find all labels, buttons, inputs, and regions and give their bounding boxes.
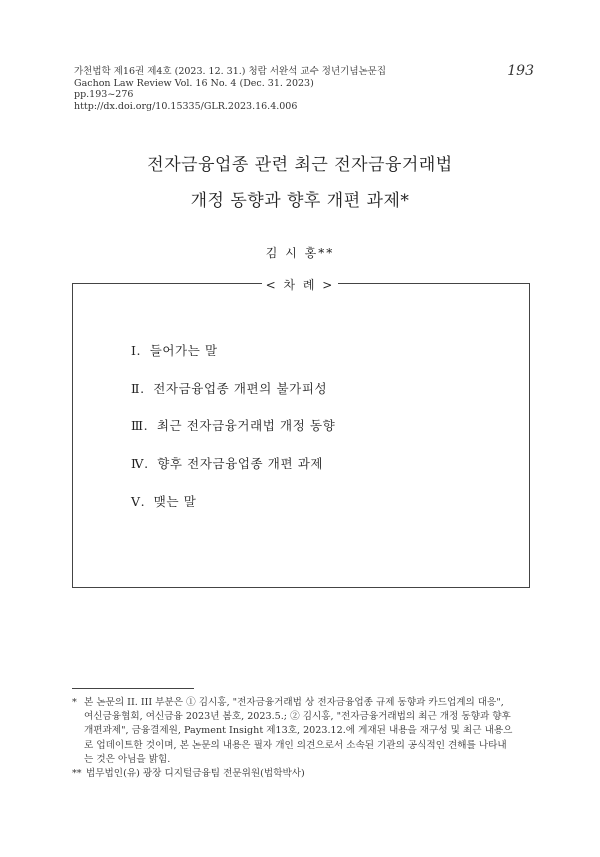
toc-heading xyxy=(0,276,600,293)
journal-header xyxy=(74,66,534,112)
footnote-line: 는 것은 아님을 밝힘. xyxy=(84,753,171,765)
header-line-journal: 가천법학 제16권 제4호 (2023. 12. 31.) 청람 서완석 교수 정년기념논문집 xyxy=(74,66,387,77)
toc-item-label: 전자금융업종 개편의 불가피성 xyxy=(153,380,328,396)
toc-item-label: 맺는 말 xyxy=(153,493,197,509)
page-number: 193 xyxy=(507,63,534,79)
footnote-mark: * xyxy=(72,697,77,708)
header-line-english: Gachon Law Review Vol. 16 No. 4 (Dec. 31. 2023) xyxy=(74,77,314,89)
footnote-line: 개편과제", 금융결제원, Payment Insight 제13호, 2023.12.에 게재된 내용을 재구성 및 최근 내용으 xyxy=(84,725,513,737)
header-line-doi[interactable]: http://dx.doi.org/10.15335/GLR.2023.16.4.006 xyxy=(74,100,298,112)
footnote-mark: ** xyxy=(72,768,82,780)
toc-item-label: 향후 전자금융업종 개편 과제 xyxy=(157,456,324,472)
toc-item-label: 최근 전자금융거래법 개정 동향 xyxy=(156,418,336,434)
toc-list xyxy=(131,343,335,531)
footnote-line: 로 업데이트한 것이며, 본 논문의 내용은 필자 개인 의견으로서 소속된 기관의 공식적인 견해를 나타내 xyxy=(84,739,507,751)
footnote-2 xyxy=(72,767,534,781)
footnote-line: 법무법인(유) 광장 디지털금융팀 전문위원(법학박사) xyxy=(86,768,305,780)
toc-item xyxy=(131,343,335,381)
paper-title-line-1: 전자금융업종 관련 최근 전자금융거래법 xyxy=(147,155,453,175)
paper-title-line-2: 개정 동향과 향후 개편 과제* xyxy=(190,191,410,211)
toc-item xyxy=(131,494,335,532)
toc-item-number: Ⅱ. xyxy=(131,380,145,396)
footnote-divider xyxy=(72,688,194,689)
footnote-text xyxy=(84,696,534,767)
footnotes xyxy=(72,696,534,781)
toc-item xyxy=(131,418,335,456)
author-name: 김 시 홍** xyxy=(265,246,335,260)
footnote-1 xyxy=(72,696,534,767)
footnote-line: 여신금융협회, 여신금융 2023년 봄호, 2023.5.; ② 김시홍, "전자금융거래법의 최근 개정 동향과 향후 xyxy=(84,711,511,723)
toc-item-number: Ⅳ. xyxy=(131,456,149,472)
toc-item-number: Ⅴ. xyxy=(131,493,146,509)
toc-item-number: Ⅰ. xyxy=(131,343,142,358)
header-line-pages: pp.193~276 xyxy=(74,89,134,100)
toc-item xyxy=(131,381,335,419)
toc-item-number: Ⅲ. xyxy=(131,418,149,434)
footnote-line: 본 논문의 II. III 부분은 ① 김시홍, "전자금융거래법 상 전자금융업종 규제 동향과 카드업계의 대응", xyxy=(84,697,504,708)
toc-heading-text: < 차 례 > xyxy=(262,278,339,292)
toc-item xyxy=(131,456,335,494)
toc-item-label: 들어가는 말 xyxy=(149,343,218,358)
footnote-text xyxy=(86,767,534,781)
